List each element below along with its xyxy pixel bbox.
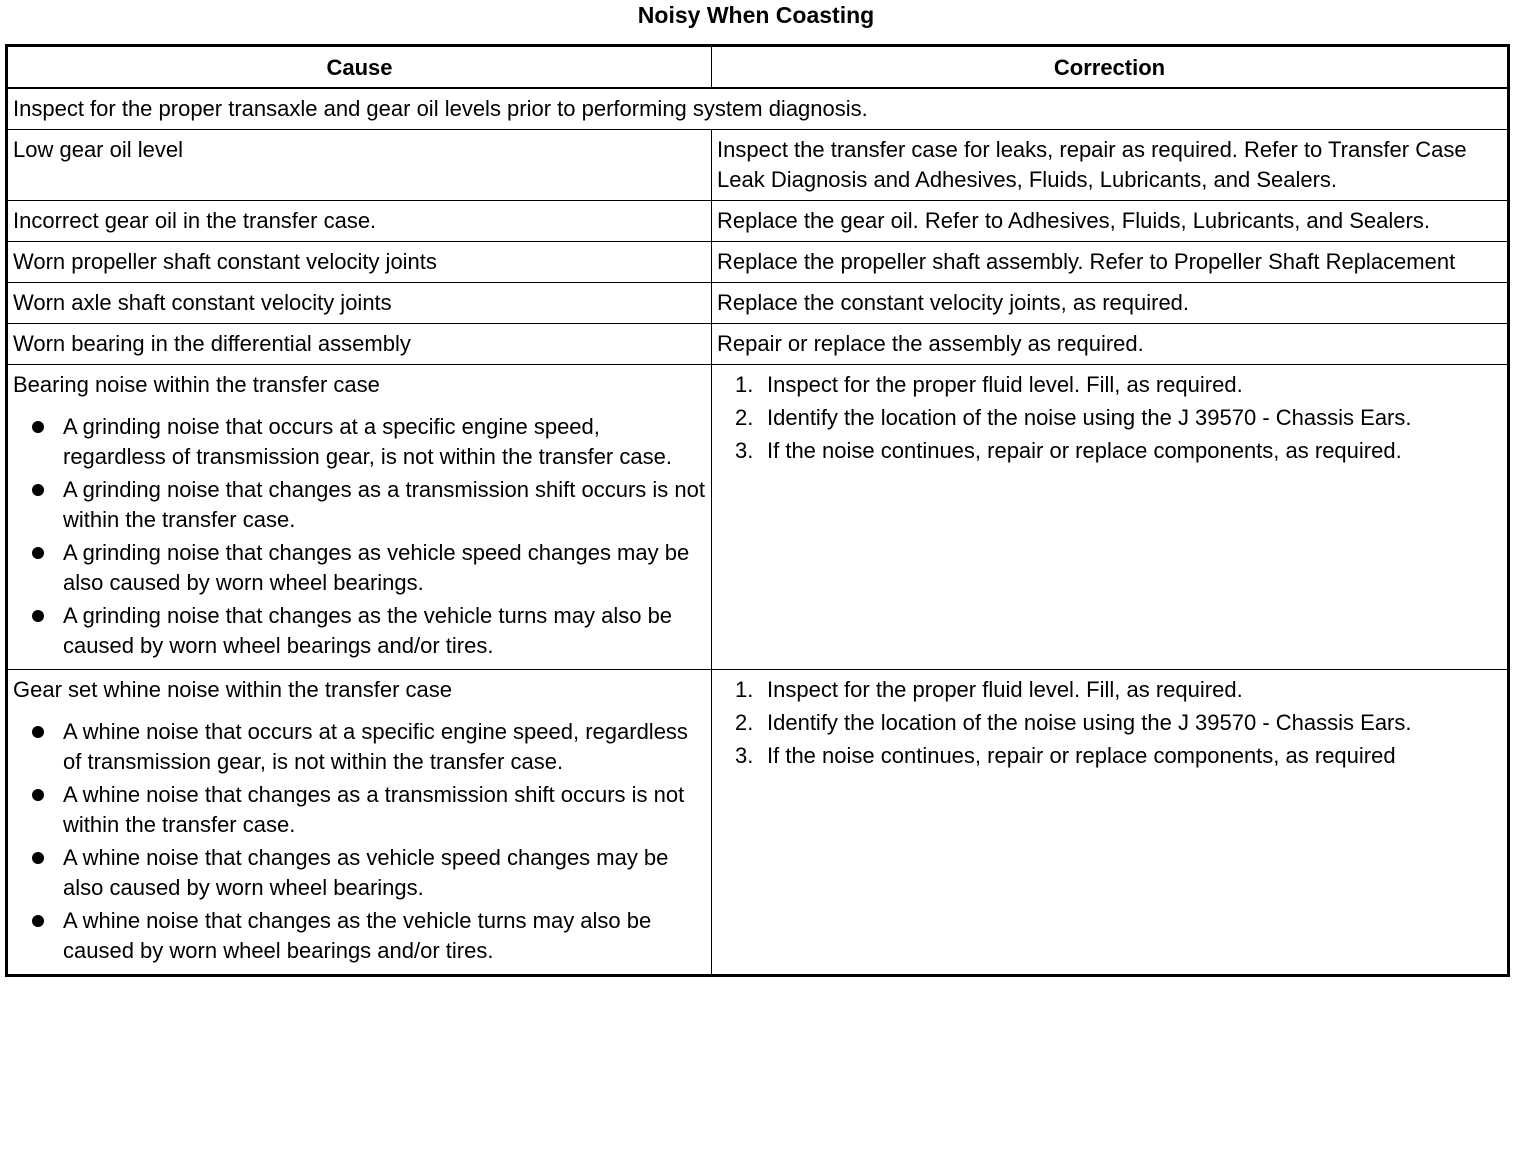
cause-bullet-list: [13, 412, 707, 661]
bullet-text: A grinding noise that changes as a transmission shift occurs is not within the transfer case.: [63, 477, 706, 532]
table-row: [7, 670, 1509, 976]
note-cell: Inspect for the proper transaxle and gear oil levels prior to performing system diagnosis.: [7, 88, 1509, 130]
correction-step-list: [717, 675, 1503, 771]
step-item: [717, 436, 1503, 466]
step-text: Identify the location of the noise using the J 39570 - Chassis Ears.: [767, 405, 1412, 430]
column-header-cause: Cause: [7, 46, 712, 89]
cause-cell: Worn propeller shaft constant velocity joints: [7, 242, 712, 283]
correction-cell: Repair or replace the assembly as required.: [712, 324, 1509, 365]
step-number: 2.: [735, 710, 754, 735]
bullet-icon: [32, 789, 44, 801]
bullet-icon: [32, 421, 44, 433]
page-title: Noisy When Coasting: [637, 2, 875, 28]
table-row: [7, 130, 1509, 201]
step-text: Identify the location of the noise using the J 39570 - Chassis Ears.: [767, 710, 1412, 735]
bullet-item: [13, 538, 707, 598]
bullet-text: A whine noise that changes as vehicle speed changes may be also caused by worn wheel bearings.: [63, 845, 669, 900]
step-item: [717, 370, 1503, 400]
step-item: [717, 708, 1503, 738]
step-text: Inspect for the proper fluid level. Fill, as required.: [767, 677, 1243, 702]
bullet-icon: [32, 547, 44, 559]
bullet-text: A grinding noise that changes as vehicle speed changes may be also caused by worn wheel bearings.: [63, 540, 690, 595]
step-text: If the noise continues, repair or replace components, as required: [767, 743, 1396, 768]
step-item: [717, 403, 1503, 433]
bullet-text: A whine noise that occurs at a specific engine speed, regardless of transmission gear, is not within the transfer case.: [63, 719, 688, 774]
correction-cell: Replace the constant velocity joints, as required.: [712, 283, 1509, 324]
correction-cell: [712, 670, 1509, 976]
cause-cell: Incorrect gear oil in the transfer case.: [7, 201, 712, 242]
step-number: 2.: [735, 405, 754, 430]
diagnosis-table: [5, 44, 1510, 977]
step-number: 1.: [735, 677, 754, 702]
correction-step-list: [717, 370, 1503, 466]
correction-cell: [712, 365, 1509, 670]
table-header-row: [7, 46, 1509, 89]
bullet-icon: [32, 852, 44, 864]
step-number: 3.: [735, 438, 754, 463]
bullet-item: [13, 906, 707, 966]
table-row: [7, 324, 1509, 365]
correction-cell: Inspect the transfer case for leaks, repair as required. Refer to Transfer Case Leak Diagnosis and Adhesives, Fluids, Lubricants, and Sealers.: [712, 130, 1509, 201]
bullet-icon: [32, 610, 44, 622]
table-row: [7, 201, 1509, 242]
cause-heading: Bearing noise within the transfer case: [13, 372, 380, 397]
bullet-item: [13, 412, 707, 472]
bullet-item: [13, 475, 707, 535]
table-row: [7, 283, 1509, 324]
bullet-text: A whine noise that changes as the vehicle turns may also be caused by worn wheel bearings and/or tires.: [63, 908, 652, 963]
step-item: [717, 741, 1503, 771]
step-number: 3.: [735, 743, 754, 768]
step-number: 1.: [735, 372, 754, 397]
bullet-item: [13, 717, 707, 777]
step-text: Inspect for the proper fluid level. Fill, as required.: [767, 372, 1243, 397]
bullet-icon: [32, 915, 44, 927]
note-row: [7, 88, 1509, 130]
table-row: [7, 242, 1509, 283]
step-item: [717, 675, 1503, 705]
cause-cell: Worn bearing in the differential assembly: [7, 324, 712, 365]
bullet-item: [13, 780, 707, 840]
table-row: [7, 365, 1509, 670]
bullet-item: [13, 843, 707, 903]
cause-bullet-list: [13, 717, 707, 966]
bullet-item: [13, 601, 707, 661]
cause-cell: [7, 365, 712, 670]
bullet-text: A grinding noise that changes as the vehicle turns may also be caused by worn wheel bearings and/or tires.: [63, 603, 673, 658]
column-header-correction: Correction: [712, 46, 1509, 89]
correction-cell: Replace the gear oil. Refer to Adhesives, Fluids, Lubricants, and Sealers.: [712, 201, 1509, 242]
cause-cell: Worn axle shaft constant velocity joints: [7, 283, 712, 324]
cause-cell: Low gear oil level: [7, 130, 712, 201]
step-text: If the noise continues, repair or replace components, as required.: [767, 438, 1402, 463]
bullet-icon: [32, 726, 44, 738]
cause-cell: [7, 670, 712, 976]
bullet-text: A whine noise that changes as a transmission shift occurs is not within the transfer case.: [63, 782, 685, 837]
bullet-text: A grinding noise that occurs at a specific engine speed, regardless of transmission gear, is not within the transfer case.: [63, 414, 672, 469]
correction-cell: Replace the propeller shaft assembly. Refer to Propeller Shaft Replacement: [712, 242, 1509, 283]
cause-heading: Gear set whine noise within the transfer case: [13, 677, 453, 702]
bullet-icon: [32, 484, 44, 496]
